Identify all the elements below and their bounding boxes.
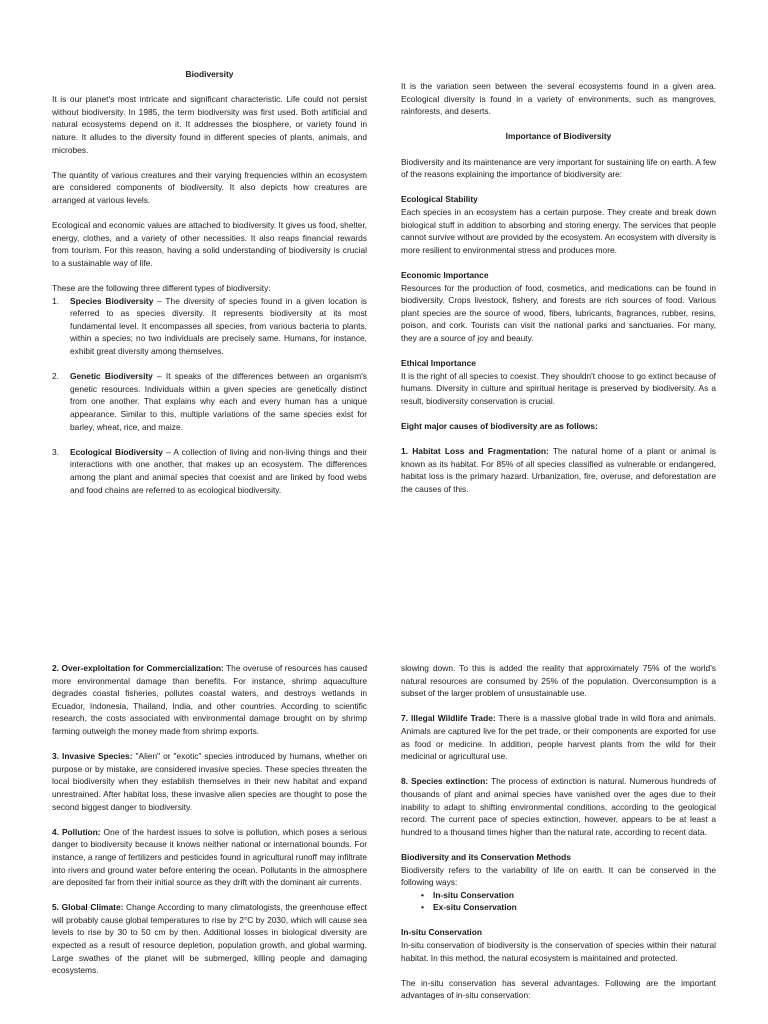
- importance-intro: Biodiversity and its maintenance are very important for sustaining life on earth. A few of the reasons explaining the importance of biodiversity are:: [401, 156, 716, 180]
- subheading-ecological-stability: Ecological Stability: [401, 194, 478, 205]
- subheading-in-situ: In-situ Conservation: [401, 927, 482, 938]
- causes-heading: Eight major causes of biodiversity are as follows:: [401, 421, 598, 432]
- cause-text: One of the hardest issues to solve is pollution, which poses a serious danger to biodiversity because it knows neither national or international bounds. For instance, a range of fertilizers and pesticides found in agricultural runoff may infiltrate into rivers and ground water before entering the ocean. Pollutants in the atmosphere are deposited far from their initial source as they drift with the dominant air currents.: [52, 826, 367, 888]
- list-item: • Ex-situ Conservation: [421, 902, 517, 913]
- cause-term: 1. Habitat Loss and Fragmentation:: [401, 446, 549, 457]
- types-intro: These are the following three different types of biodiversity:: [52, 283, 271, 294]
- cause-2: [52, 662, 367, 738]
- methods-list: [401, 889, 716, 914]
- cause-text: The process of extinction is natural. Numerous hundreds of thousands of plant and animal species have vanished over the ages due to their inability to adapt to shifting environmental conditions, according to the geological record. The current pace of species extinction, however, appears to be at least a hundred to a thousand times higher than the natural rate, according to recent data.: [401, 776, 717, 837]
- type-term: Species Biodiversity: [70, 295, 154, 306]
- types-list-item: [52, 295, 367, 358]
- continuation-paragraph: slowing down. To this is added the reality that approximately 75% of the world's natural resources are consumed by 25% of the population. Overconsumption is a subset of the larger problem of unsustainable use.: [401, 663, 716, 699]
- components-paragraph: The quantity of various creatures and their varying frequencies within an ecosystem are considered components of biodiversity. It also depicts how creatures are arranged at various levels.: [52, 169, 367, 205]
- list-number: 1.: [52, 295, 59, 306]
- ethical-importance-text: It is the right of all species to coexist. They shouldn't choose to go extinct because of humans. Diversity in culture and spiritual heritage is preserved by biodiversity. As a result, biodiversity conservation is crucial.: [401, 370, 716, 406]
- type-description: – It speaks of the differences between an organism's genetic resources. Individuals within a given species are genetically distinct from one another. That explains why each and every human has a unique appearance. Similar to this, multiple variations of the same species exist for barley, wheat, rice, and maize.: [70, 371, 367, 432]
- cause-text: There is a massive global trade in wild flora and animals. Animals are captured live for the pet trade, or their components are exported for use as food or medicine. In addition, people harvest plants from the wild for their medicinal or agricultural use.: [401, 713, 716, 762]
- page2-left-column: [52, 662, 367, 989]
- cause-1: [401, 445, 716, 495]
- conservation-intro: Biodiversity refers to the variability of life on earth. It can be conserved in the following ways:: [401, 864, 716, 888]
- cause-5: [52, 901, 367, 977]
- types-list-item: [52, 370, 367, 433]
- subheading-conservation-methods: Biodiversity and its Conservation Methods: [401, 851, 571, 862]
- cause-term: 8. Species extinction:: [401, 776, 489, 787]
- cause-term: 2. Over-exploitation for Commercialization:: [52, 663, 224, 673]
- cause-8: [401, 775, 716, 838]
- cause-term: 4. Pollution:: [52, 826, 101, 837]
- subheading-ethical-importance: Ethical Importance: [401, 358, 476, 369]
- economic-importance-text: Resources for the production of food, cosmetics, and medications can be found in biodiversity. Crops livestock, fishery, and forests are rich sources of food. Various plant species are the source of wood, fibers, lubricants, fragrances, rubber, resins, poison, and cork. Tourists can visit the national parks and sanctuaries. For many, they are a source of joy and beauty.: [401, 282, 716, 343]
- intro-paragraph: It is our planet's most intricate and significant characteristic. Life could not persist without biodiversity. In 1985, the term biodiversity was first used. Both artificial and natural ecosystems depend on it. It addresses the biosphere, or variety found in nature. It alludes to the diversity found in different species of plants, animals, and microbes.: [52, 94, 367, 155]
- section-heading-importance: Importance of Biodiversity: [505, 131, 612, 142]
- bullet-icon: •: [421, 902, 424, 913]
- page1-left-column: [52, 68, 367, 509]
- cause-term: 7. Illegal Wildlife Trade:: [401, 713, 496, 724]
- document-title: Biodiversity: [185, 69, 234, 79]
- subheading-economic-importance: Economic Importance: [401, 269, 489, 280]
- cause-7: [401, 712, 716, 762]
- list-number: 2.: [52, 371, 59, 382]
- in-situ-text: In-situ conservation of biodiversity is the conservation of species within their natural habitat. In this method, the natural ecosystem is maintained and protected.: [401, 940, 716, 963]
- type-description: – A collection of living and non-living things and their interactions with one another, that makes up an ecosystem. The differences among the plant and animal species that coexist and are linked by food webs and food chains are referred to as ecological biodiversity.: [70, 446, 367, 495]
- cause-text: The overuse of resources has caused more environmental damage than benefits. For instance, shrimp aquaculture degrades coastal fisheries, pollutes coastal waters, and destroys wetlands in Ecuador, Indonesia, Thailand, India, and other countries. According to scientific research, the costs associated with environmental damage brought on by shrimp farming outweigh the money made from shrimp exports.: [52, 663, 367, 736]
- ecological-stability-text: Each species in an ecosystem has a certain purpose. They create and break down biological stuff in addition to absorbing and storing energy. The services that people cannot survive without are provided by the ecosystem. An ecosystem with diversity is more resilient to environmental stress and produces more.: [401, 206, 716, 255]
- types-list: [52, 295, 367, 497]
- types-list-item: [52, 446, 367, 496]
- type-term: Ecological Biodiversity: [70, 446, 163, 457]
- bullet-icon: •: [421, 889, 424, 900]
- cause-4: [52, 826, 367, 889]
- cause-text: The natural home of a plant or animal is known as its habitat. For 85% of all species classified as vulnerable or endangered, habitat loss is the primary hazard. Urbanization, fire, overuse, and deforestation are the causes of this.: [401, 446, 716, 494]
- cause-text: "Alien" or "exotic" species introduced by humans, whether on purpose or by mistake, are considered invasive species. These species threaten the local biodiversity when they establish themselves in their new habitat and expand unrestrained. After habitat loss, these invasive alien species are thought to pose the second biggest danger to biodiversity.: [52, 751, 367, 812]
- cause-term: 5. Global Climate:: [52, 902, 124, 913]
- type-description: – The diversity of species found in a given location is referred to as species diversity. It represents biodiversity at its most fundamental level. It encompasses all species, from various bacteria to plants, within a species; no two individuals are precisely same. Humans, for instance, exhibit great diversity among themselves.: [70, 295, 367, 357]
- type-term: Genetic Biodiversity: [70, 371, 153, 382]
- values-paragraph: Ecological and economic values are attached to biodiversity. It gives us food, shelter, energy, clothes, and a variety of other necessities. It also reaps financial rewards from tourism. For this reason, having a solid understanding of biodiversity is crucial to a sustainable way of life.: [52, 220, 367, 268]
- cause-term: 3. Invasive Species:: [52, 751, 133, 762]
- ecological-diversity-paragraph: It is the variation seen between the several ecosystems found in a given area. Ecological diversity is found in a variety of environments, such as mangroves, rainforests, and deserts.: [401, 81, 716, 117]
- cause-3: [52, 750, 367, 813]
- advantages-text: The in-situ conservation has several advantages. Following are the important advantages of in-situ conservation:: [401, 977, 716, 1001]
- page2-right-column: [401, 662, 716, 1015]
- document-page-2: [0, 640, 768, 1024]
- cause-text: Change According to many climatologists, the greenhouse effect will probably cause global temperatures to rise by 2°C by 2030, which will cause sea levels to rise by 30 to 50 cm by then. Additional losses in biological diversity are expected as a result of resource depletion, population growth, and global warming. Large swathes of the planet will be submerged, killing people and damaging ecosystems.: [52, 902, 367, 976]
- list-number: 3.: [52, 446, 59, 457]
- page1-right-column: [401, 80, 716, 508]
- list-item: • In-situ Conservation: [421, 889, 514, 900]
